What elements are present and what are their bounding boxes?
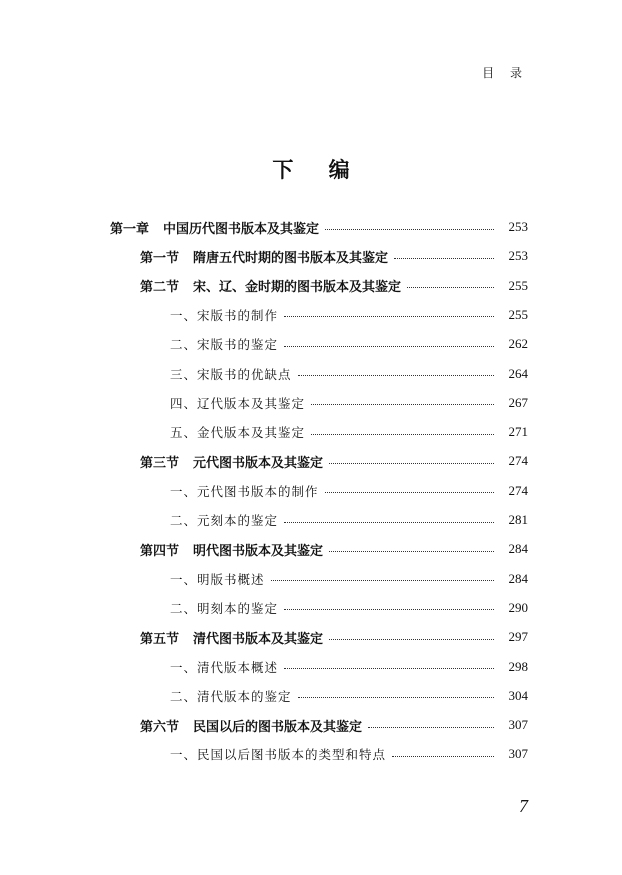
toc-entry-page: 271 bbox=[508, 424, 528, 440]
toc-entry-title: 清代图书版本及其鉴定 bbox=[193, 631, 324, 647]
dot-leader bbox=[329, 631, 494, 640]
toc-entry-number: 第四节 bbox=[140, 543, 180, 559]
dot-leader bbox=[325, 221, 494, 230]
toc-entry-title: 二、清代版本的鉴定 bbox=[170, 688, 292, 704]
dot-leader bbox=[311, 426, 494, 435]
toc-entry-number: 第六节 bbox=[140, 719, 180, 735]
toc-entry-number: 第二节 bbox=[140, 280, 180, 296]
toc-entry-title: 一、宋版书的制作 bbox=[170, 307, 279, 323]
toc-entry-title: 中国历代图书版本及其鉴定 bbox=[163, 221, 320, 237]
toc-entry-page: 304 bbox=[508, 687, 528, 703]
dot-leader bbox=[271, 572, 494, 581]
toc-entry-page: 267 bbox=[508, 394, 528, 410]
toc-entry bbox=[140, 626, 528, 648]
dot-leader bbox=[298, 689, 494, 698]
toc-entry-title: 隋唐五代时期的图书版本及其鉴定 bbox=[193, 250, 389, 266]
toc-entry bbox=[140, 245, 528, 267]
toc-entry-page: 284 bbox=[508, 541, 528, 557]
toc-entry-page: 255 bbox=[508, 277, 528, 293]
toc-entry-title: 三、宋版书的优缺点 bbox=[170, 366, 292, 382]
part-title: 下 编 bbox=[272, 157, 364, 182]
toc-entry-number: 第一章 bbox=[110, 221, 150, 237]
toc-entry-page: 290 bbox=[508, 599, 528, 615]
toc-entry-page: 307 bbox=[508, 717, 528, 733]
dot-leader bbox=[329, 543, 494, 552]
toc-entry-page: 253 bbox=[508, 248, 528, 264]
toc-entry-number: 第三节 bbox=[140, 455, 180, 471]
toc-entry-page: 307 bbox=[508, 746, 528, 762]
toc-entry-title: 一、清代版本概述 bbox=[170, 659, 279, 675]
toc-entry-title: 二、宋版书的鉴定 bbox=[170, 337, 279, 353]
dot-leader bbox=[329, 455, 494, 464]
dot-leader bbox=[284, 660, 494, 669]
toc-entry-title: 二、元刻本的鉴定 bbox=[170, 513, 279, 528]
toc-entry-title: 二、明刻本的鉴定 bbox=[170, 600, 279, 616]
toc-entry-title: 一、明版书概述 bbox=[170, 571, 265, 587]
toc-entry bbox=[140, 450, 528, 472]
toc-entry bbox=[170, 685, 528, 707]
dot-leader bbox=[392, 748, 494, 757]
toc-entry bbox=[170, 743, 528, 765]
toc-entry bbox=[140, 275, 528, 297]
toc-entry-title: 一、元代图书版本的制作 bbox=[170, 483, 319, 499]
toc-entry-title: 五、金代版本及其鉴定 bbox=[170, 425, 306, 441]
toc-entry-title: 元代图书版本及其鉴定 bbox=[193, 455, 324, 471]
toc-entry-page: 298 bbox=[508, 658, 528, 674]
toc-entry-number: 第五节 bbox=[140, 631, 180, 647]
page-number: 7 bbox=[519, 796, 528, 816]
toc-entry bbox=[170, 333, 528, 355]
toc-entry-page: 262 bbox=[508, 336, 528, 352]
toc-entry-page: 255 bbox=[508, 306, 528, 322]
dot-leader bbox=[407, 279, 494, 288]
toc-entry bbox=[110, 216, 528, 238]
toc-entry-page: 253 bbox=[508, 219, 528, 234]
toc-entry-title: 民国以后的图书版本及其鉴定 bbox=[193, 719, 363, 735]
toc-entry-title: 宋、辽、金时期的图书版本及其鉴定 bbox=[193, 280, 402, 296]
toc-entry-number: 第一节 bbox=[140, 250, 180, 266]
toc-entry bbox=[170, 363, 528, 385]
dot-leader bbox=[368, 719, 494, 728]
toc-entry bbox=[140, 714, 528, 736]
toc-entry-page: 281 bbox=[508, 512, 528, 527]
dot-leader bbox=[284, 338, 494, 347]
toc-entry bbox=[140, 538, 528, 560]
dot-leader bbox=[298, 367, 494, 376]
dot-leader bbox=[394, 250, 494, 259]
toc-entry bbox=[170, 480, 528, 502]
toc-entry-page: 274 bbox=[508, 482, 528, 498]
dot-leader bbox=[325, 484, 494, 493]
toc-entry-page: 284 bbox=[508, 570, 528, 586]
toc-entry-title: 一、民国以后图书版本的类型和特点 bbox=[170, 747, 387, 763]
toc-entry bbox=[170, 597, 528, 619]
dot-leader bbox=[284, 308, 494, 317]
dot-leader bbox=[284, 514, 494, 523]
toc-entry-page: 264 bbox=[508, 365, 528, 381]
toc-entry bbox=[170, 656, 528, 678]
toc-entry-page: 297 bbox=[508, 629, 528, 645]
running-head: 目 录 bbox=[482, 66, 528, 80]
toc-entry bbox=[170, 392, 528, 414]
dot-leader bbox=[311, 396, 494, 405]
toc-entry bbox=[170, 421, 528, 443]
toc-entry bbox=[170, 509, 528, 531]
toc-entry bbox=[170, 304, 528, 326]
toc-entry-title: 明代图书版本及其鉴定 bbox=[193, 543, 324, 559]
toc-entry-title: 四、辽代版本及其鉴定 bbox=[170, 395, 306, 411]
dot-leader bbox=[284, 601, 494, 610]
toc-entry bbox=[170, 568, 528, 590]
toc-entry-page: 274 bbox=[508, 453, 528, 469]
